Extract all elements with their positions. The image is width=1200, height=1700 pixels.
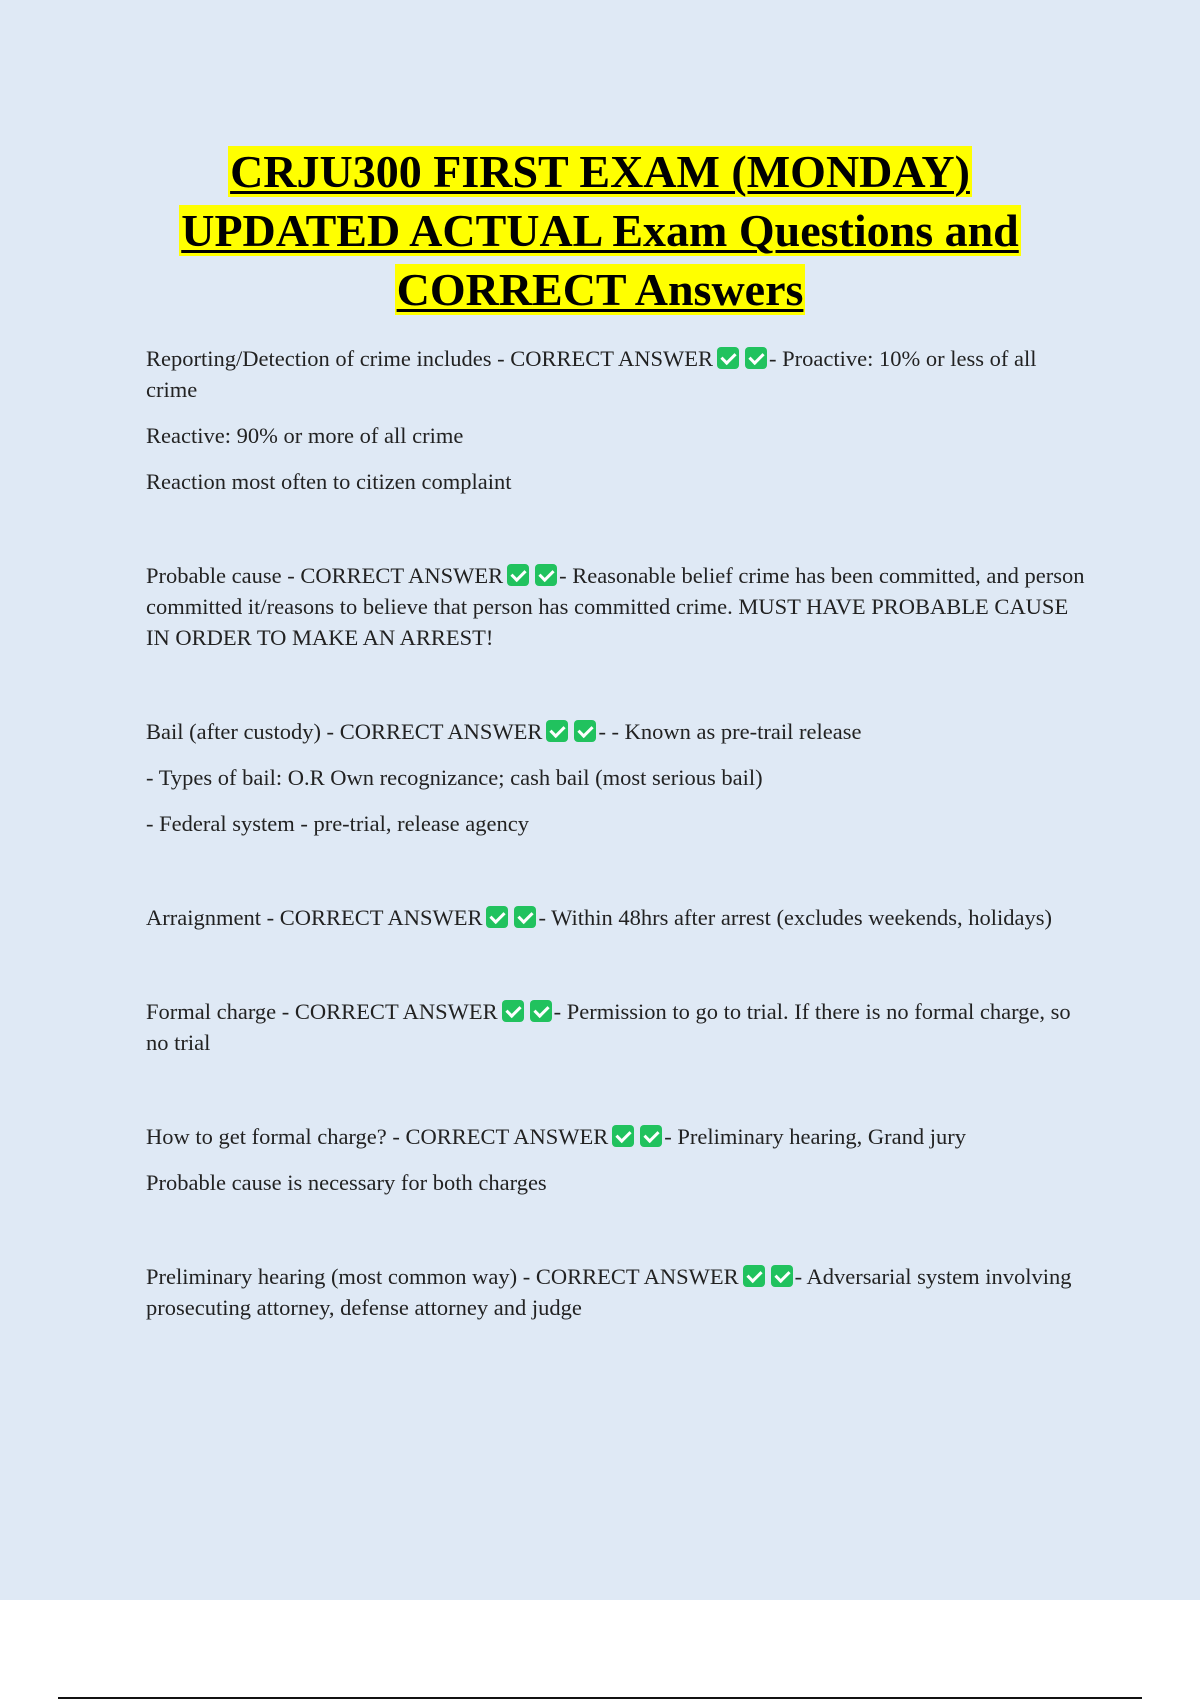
green-check-box-icon xyxy=(612,1125,634,1147)
green-check-box-icon xyxy=(530,1000,552,1022)
qa-entry xyxy=(146,902,1086,933)
green-check-box-icon xyxy=(507,564,529,586)
qa-line xyxy=(146,716,1086,747)
answer-text: - Within 48hrs after arrest (excludes weekends, holidays) xyxy=(538,905,1052,930)
qa-line xyxy=(146,1261,1086,1323)
green-check-box-icon xyxy=(486,906,508,928)
green-check-box-icon xyxy=(745,347,767,369)
qa-entry xyxy=(146,1261,1086,1323)
qa-line xyxy=(146,996,1086,1058)
green-check-box-icon xyxy=(502,1000,524,1022)
green-check-box-icon xyxy=(546,720,568,742)
answer-text: - Adversarial system involving prosecuting attorney, defense attorney and judge xyxy=(146,1264,1072,1320)
correct-answer-marker: CORRECT ANSWER xyxy=(294,999,498,1024)
footer-divider xyxy=(58,1697,1142,1699)
qa-line xyxy=(146,902,1086,933)
answer-text: - Preliminary hearing, Grand jury xyxy=(664,1124,967,1149)
answer-extra-line: Probable cause is necessary for both charges xyxy=(146,1170,547,1195)
question-term: How to get formal charge? - xyxy=(146,1124,406,1149)
green-check-box-icon xyxy=(717,347,739,369)
qa-list xyxy=(146,343,1086,1323)
question-term: Bail (after custody) - xyxy=(146,719,340,744)
green-check-box-icon xyxy=(574,720,596,742)
correct-answer-marker: CORRECT ANSWER xyxy=(405,1124,609,1149)
correct-answer-marker: CORRECT ANSWER xyxy=(510,346,714,371)
green-check-box-icon xyxy=(743,1265,765,1287)
green-check-box-icon xyxy=(514,906,536,928)
green-check-box-icon xyxy=(535,564,557,586)
title-line: UPDATED ACTUAL Exam Questions and xyxy=(181,205,1019,256)
question-term: Preliminary hearing (most common way) - xyxy=(146,1264,536,1289)
qa-entry xyxy=(146,716,1086,839)
correct-answer-marker: CORRECT ANSWER xyxy=(300,563,504,588)
qa-entry xyxy=(146,1121,1086,1198)
question-term: Reporting/Detection of crime includes - xyxy=(146,346,511,371)
qa-line xyxy=(146,343,1086,405)
green-check-box-icon xyxy=(640,1125,662,1147)
answer-extra-line: Reaction most often to citizen complaint xyxy=(146,469,512,494)
answer-extra-line: - Federal system - pre-trial, release agency xyxy=(146,811,529,836)
correct-answer-marker: CORRECT ANSWER xyxy=(279,905,483,930)
qa-entry xyxy=(146,343,1086,497)
question-term: Probable cause - xyxy=(146,563,301,588)
question-term: Formal charge - xyxy=(146,999,295,1024)
answer-text: - Permission to go to trial. If there is no formal charge, so no trial xyxy=(146,999,1071,1055)
title-line: CORRECT Answers xyxy=(396,264,804,315)
answer-extra-line: Reactive: 90% or more of all crime xyxy=(146,423,464,448)
qa-line xyxy=(146,560,1086,653)
correct-answer-marker: CORRECT ANSWER xyxy=(535,1264,739,1289)
document-title xyxy=(60,142,1140,319)
answer-text: - - Known as pre-trail release xyxy=(598,719,862,744)
answer-text: - Reasonable belief crime has been committed, and person committed it/reasons to believe that person has committed crime. MUST HAVE PROBABLE CAUSE IN ORDER TO MAKE AN ARREST! xyxy=(146,563,1085,650)
correct-answer-marker: CORRECT ANSWER xyxy=(339,719,543,744)
qa-entry xyxy=(146,560,1086,653)
answer-text: - Proactive: 10% or less of all crime xyxy=(146,346,1037,402)
qa-entry xyxy=(146,996,1086,1058)
answer-extra-line: - Types of bail: O.R Own recognizance; cash bail (most serious bail) xyxy=(146,765,763,790)
green-check-box-icon xyxy=(771,1265,793,1287)
question-term: Arraignment - xyxy=(146,905,280,930)
title-line: CRJU300 FIRST EXAM (MONDAY) xyxy=(230,146,970,197)
qa-line xyxy=(146,1121,1086,1152)
